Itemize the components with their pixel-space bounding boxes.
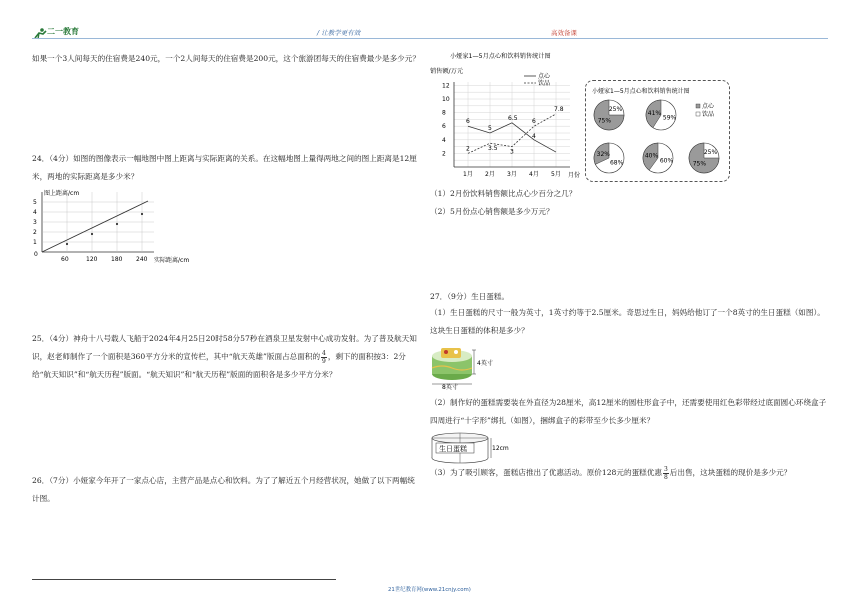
q24-point: [141, 213, 143, 215]
q27-sub3-fraction: $\frac{3}{8}$: [663, 465, 668, 481]
q24-ytick: 2: [33, 229, 37, 236]
line-chart-ytick: 10: [442, 96, 450, 103]
pie-label-b: 59%: [662, 114, 677, 122]
line-chart-ytick: 4: [442, 136, 446, 144]
line-chart-point-label: 6: [466, 118, 470, 126]
pie-label-a: 41%: [647, 109, 662, 117]
line-chart-xtick: 1月: [463, 171, 473, 178]
logo-text: 二一教育: [47, 27, 79, 36]
pie-panel: [585, 80, 730, 182]
q25-text-a: 25．（4分）神舟十八号载人飞船于2024年4月25日20时58分57秒在酒泉卫星发射中心成功发射。为了普及航天知识，赵老师制作了一个面积是360平方分米的宣传栏，其中“航天英雄”版面占总面积的: [32, 334, 417, 361]
pie-label-b: 60%: [659, 157, 674, 165]
line-chart-title: 小娅家1—5月点心和饮料销售统计图: [450, 53, 551, 60]
q24-ytick: 4: [33, 209, 37, 216]
site-logo: [32, 25, 79, 37]
line-chart-xtick: 2月: [485, 171, 495, 178]
q25-text-b: ，剩下的面积按3：2分给“航天知识”和“航天历程”版面。“航天知识”和“航天历程”版面的面积各是多少平方分米？: [32, 352, 406, 379]
line-chart-ytick: 12: [442, 82, 450, 90]
gift-box-illustration: [430, 430, 510, 466]
q24-origin: 0: [34, 251, 38, 258]
q24-point: [91, 233, 93, 235]
q24-ytick: 5: [33, 199, 37, 206]
line-chart-ytick: 2: [442, 150, 446, 158]
pie-label-a: 75%: [597, 117, 612, 125]
pie-label-b: 25%: [703, 149, 718, 157]
line-chart-ytick: 8: [442, 109, 446, 117]
line-chart-point-label: 4: [532, 132, 536, 140]
q26-sub2: （2）5月份点心销售额是多少万元？: [430, 207, 554, 216]
q27-sub3-a: （3）为了吸引顾客，蛋糕店推出了优惠活动。原价128元的蛋糕优惠: [430, 468, 662, 477]
box-label: 生日蛋糕: [439, 445, 467, 453]
q26-sub1: （1）2月份饮料销售额比点心少百分之几？: [430, 189, 577, 198]
q27-title: 27．（9分）生日蛋糕。: [430, 292, 510, 301]
line-chart-point-label: 7.8: [554, 105, 564, 113]
q24-xtick: 120: [86, 256, 98, 263]
line-chart-point-label: 6: [532, 118, 536, 126]
q25-fraction: $\frac{4}{9}$: [322, 349, 326, 365]
pie-label-b: 25%: [608, 106, 623, 114]
pie-label-a: 75%: [692, 160, 707, 168]
box-height-label: 12cm: [492, 445, 509, 452]
cake-illustration: [430, 338, 493, 392]
line-chart-ytick: 6: [442, 123, 446, 131]
cake-width-label: 8英寸: [442, 384, 458, 391]
line-chart-point-label: 5: [488, 125, 492, 132]
q24-grid: [42, 192, 154, 252]
q24-ytick: 3: [33, 219, 37, 226]
q24-xlabel: 实际距离/cm: [154, 257, 190, 264]
q26-text: 26．（7分）小娅家今年开了一家点心店，主营产品是点心和饮料。为了了解近五个月经营状况，她做了以下两幅统计图。: [32, 476, 415, 503]
q27-sub3-b: 后出售，这块蛋糕的现价是多少元？: [669, 468, 792, 477]
legend-dianxin: 点心: [538, 73, 551, 80]
line-chart-point-label: 3.5: [488, 145, 498, 153]
pie-label-a: 40%: [644, 152, 659, 160]
footer-site: 21世纪教育网(www.21cnjy.com): [388, 587, 471, 593]
q23-tail-text: 如果一个3人间每天的住宿费是240元，一个2人间每天的住宿费是200元，这个旅游团每天的住宿费最少是多少元？: [32, 54, 420, 63]
distance-scale-chart: [30, 186, 210, 266]
line-chart-point-label: 3: [510, 148, 514, 156]
pie-legend-dianxin: 点心: [702, 103, 715, 110]
q24-xtick: 180: [111, 256, 123, 263]
line-chart-ylabel: 销售额/万元: [430, 68, 464, 75]
q24-point: [66, 243, 68, 245]
line-chart-xtick: 5月: [551, 171, 561, 178]
q24-ylabel: 图上距离/cm: [44, 190, 80, 197]
q24-xtick: 60: [61, 256, 69, 263]
q24-xtick: 240: [136, 256, 148, 263]
q24-point: [116, 223, 118, 225]
line-chart-xtick: 4月: [529, 171, 539, 178]
header-rule: [32, 38, 828, 39]
q24-ytick: 1: [33, 239, 37, 246]
cake-height-label: 4英寸: [477, 360, 493, 367]
pie-panel-title: 小娅家1—5月点心和饮料销售统计图: [592, 88, 690, 95]
pie-legend-yinpin: 饮品: [702, 111, 715, 118]
pie-label-b: 68%: [609, 159, 624, 167]
header-tagline: 高效备课: [551, 29, 577, 37]
sales-line-chart: [430, 46, 590, 180]
legend-yinpin: 饮品: [538, 80, 551, 87]
q24-text: 24．（4分）如图的图像表示一幅地图中图上距离与实际距离的关系。在这幅地图上量得两地之间的图上距离是12厘米，两地的实际距离是多少米？: [32, 154, 417, 181]
q27-sub3: [430, 464, 830, 482]
pie-label-a: 32%: [596, 150, 611, 158]
q27-sub1: （1）生日蛋糕的尺寸一般为英寸，1英寸约等于2.5厘米。奇思过生日，妈妈给他订了一个8英寸的生日蛋糕（如图）。这块生日蛋糕的体积是多少？: [430, 308, 825, 335]
q25-text: [32, 330, 420, 384]
line-chart-xlabel: 月份: [568, 172, 581, 179]
q24-line: [42, 201, 148, 252]
footnote-rule: [32, 579, 336, 580]
line-chart-point-label: 2: [466, 145, 470, 153]
pie-charts: [586, 81, 729, 181]
line-chart-point-label: 6.5: [508, 114, 518, 122]
q27-sub2: （2）制作好的蛋糕需要装在外直径为28厘米，高12厘米的圆柱形盒子中，还需要使用红色彩带经过底面圆心环绕盒子四周进行“十字形”绑扎（如图），捆绑盒子的彩带至少长多少厘米？: [430, 398, 827, 425]
header-slogan: / 让教学更有效: [317, 29, 361, 37]
line-chart-xtick: 3月: [507, 171, 517, 178]
